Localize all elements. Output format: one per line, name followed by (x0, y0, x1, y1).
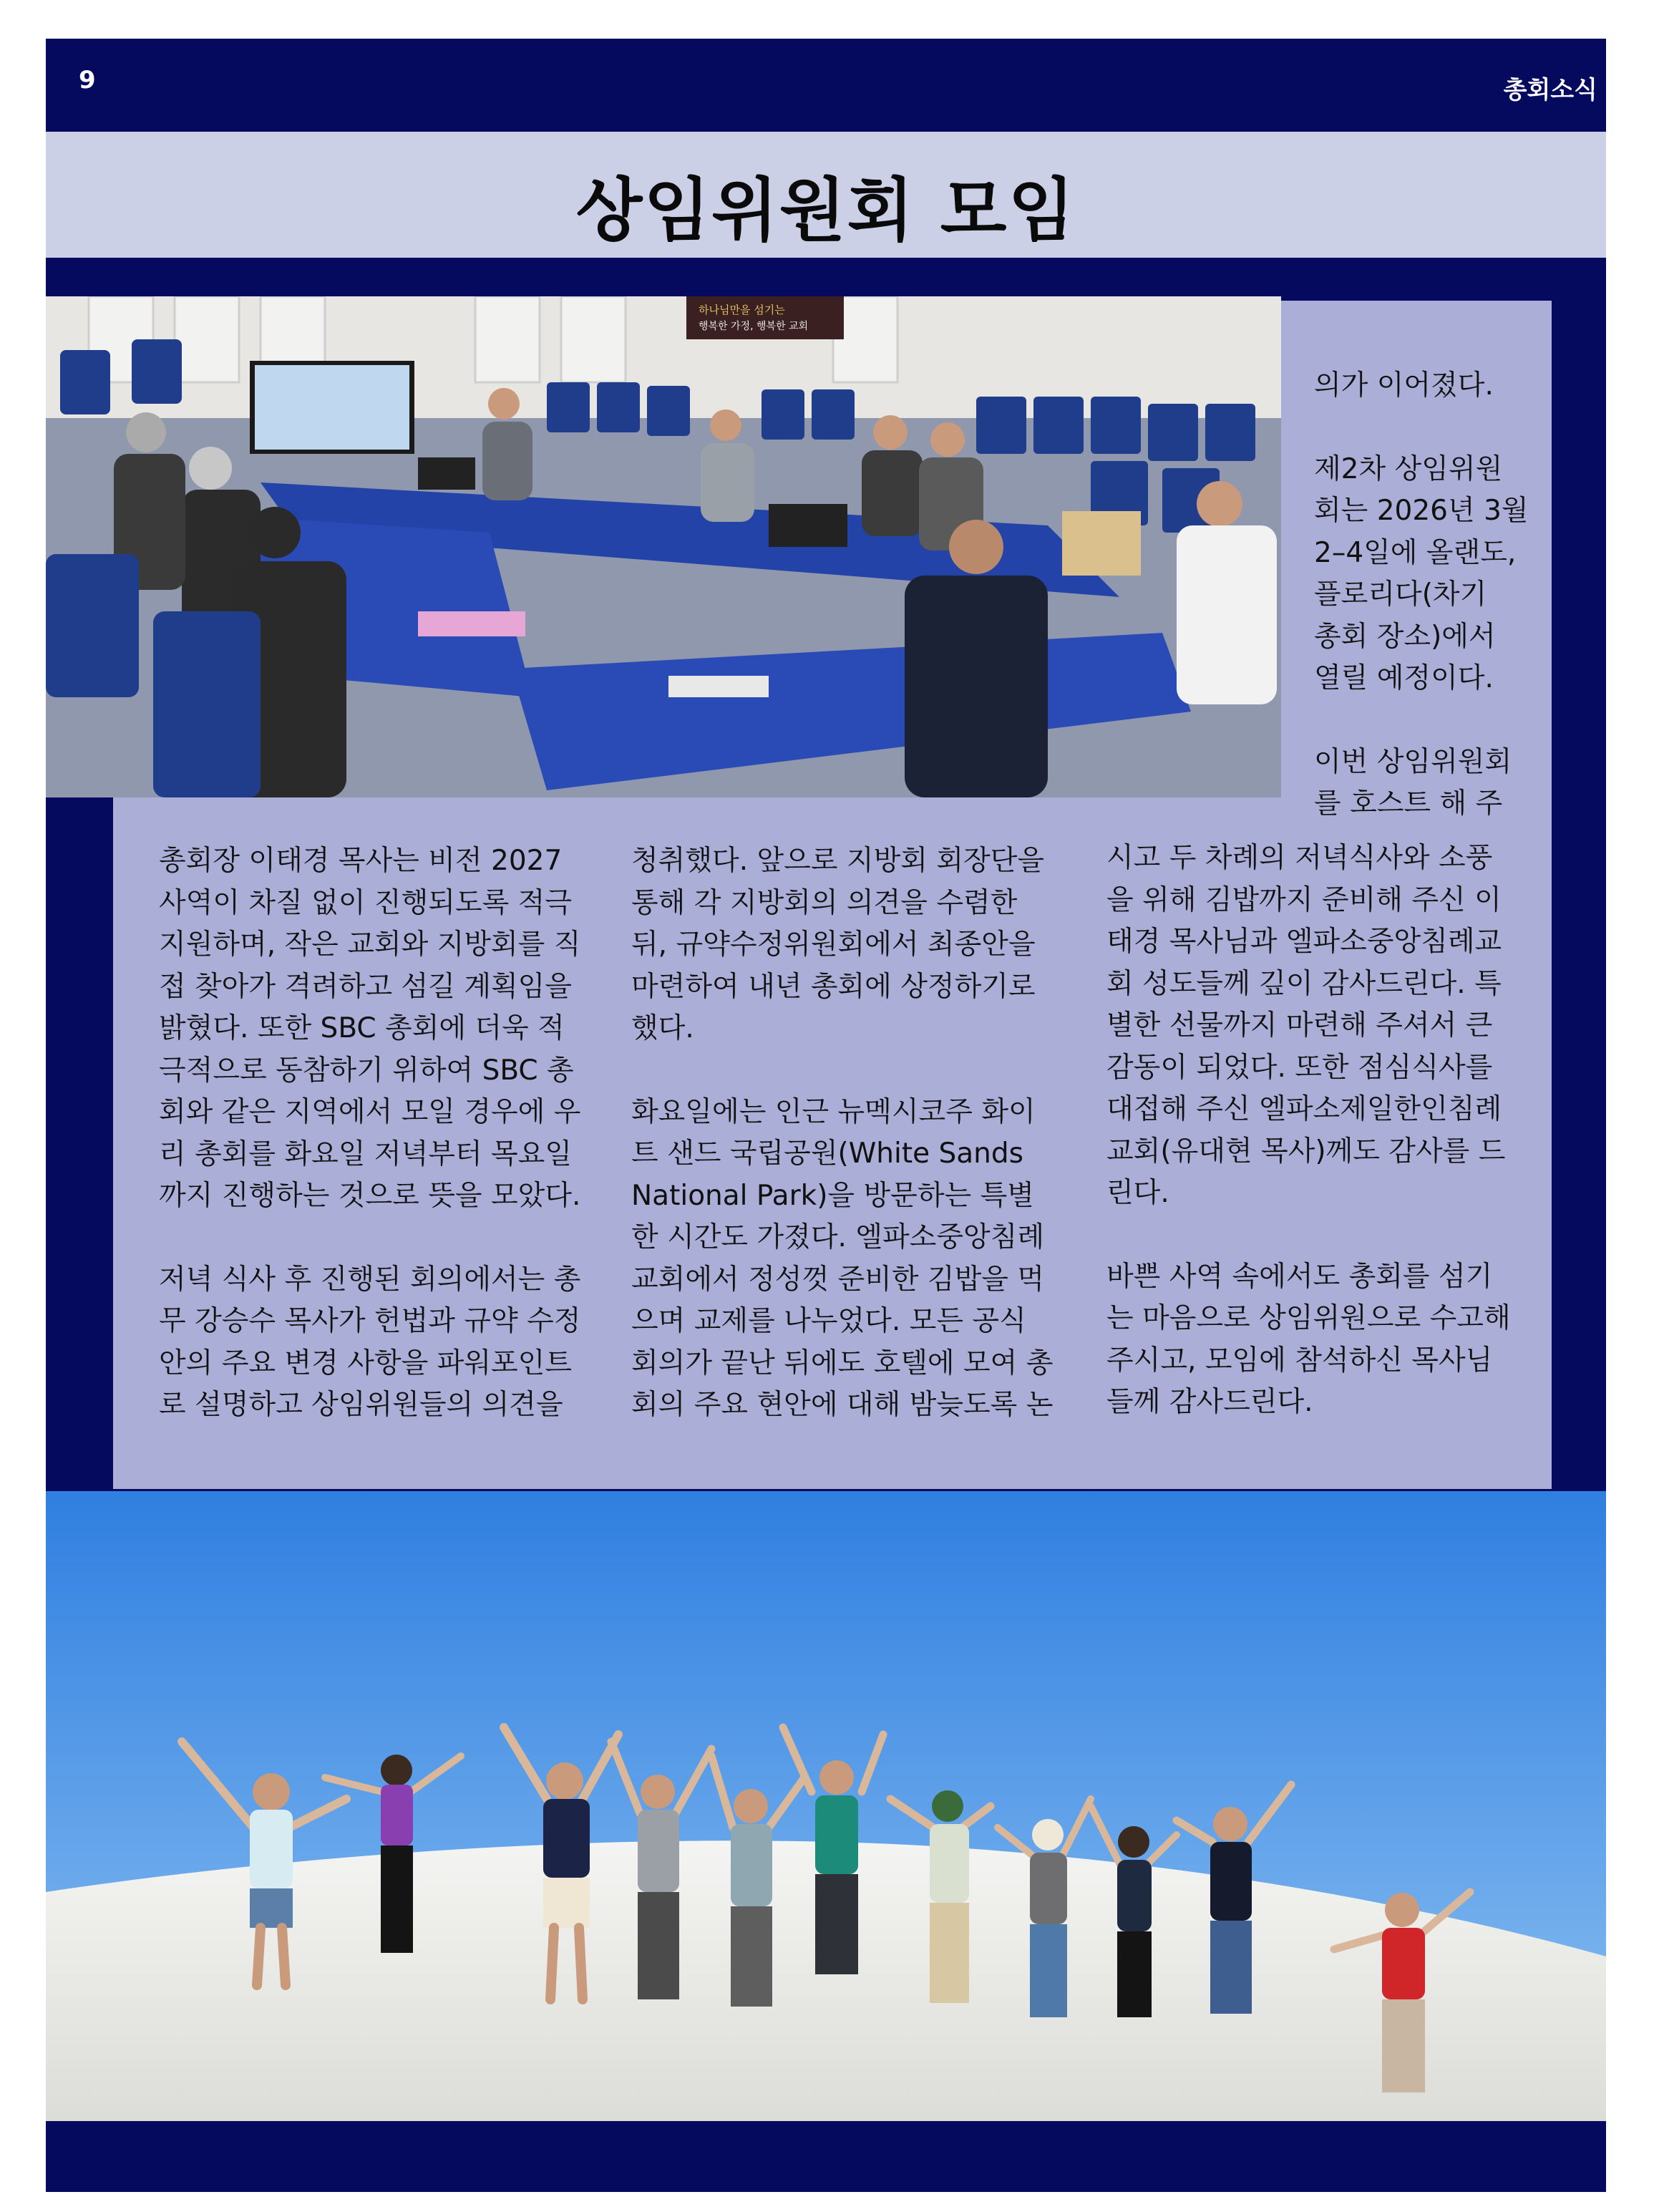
section-name: 총회소식 (1503, 76, 1597, 105)
title-band (46, 132, 1606, 258)
meeting-photo (46, 296, 1281, 797)
column-1-paragraph-2: 저녁 식사 후 진행된 회의에서는 총 무 강승수 목사가 헌법과 규약 수정 안의 주요 변경 사항을 파워포인트 로 설명하고 상임위원들의 의견을 (159, 1263, 581, 1421)
sidebar-paragraph-2: 제2차 상임위원 회는 2026년 3월 2–4일에 올랜도, 플로리다(차기 총회 장소)에서 열릴 예정이다. (1314, 452, 1529, 694)
sidebar-paragraph-1: 의가 이어졌다. (1314, 369, 1494, 402)
text-column-3 (1106, 838, 1522, 1465)
white-sands-photo (46, 1491, 1606, 2121)
column-2-paragraph-2: 화요일에는 인근 뉴멕시코주 화이 트 샌드 국립공원(White Sands National Park)을 방문하는 특별 한 시간도 가졌다. 엘파소중앙침례 교회에서 정성껏 준비한 김밥을 먹 으며 교제를 나누었다. 모든 공식 회의가 끝난 뒤에도 호텔에 모여 총 회의 주요 현안에 대해 밤늦도록 논 (631, 1095, 1054, 1421)
banner-text-line1: 하나님만을 섬기는 (699, 304, 785, 316)
page-title: 상임위원회 모임 (575, 170, 1076, 251)
column-1-paragraph-1: 총회장 이태경 목사는 비전 2027 사역이 차질 없이 진행되도록 적극 지원하며, 작은 교회와 지방회를 직 접 찾아가 격려하고 섬길 계획임을 밝혔다. 또한 SBC 총회에 더욱 적 극적으로 동참하기 위하여 SBC 총 회와 같은 지역에서 모일 경우에 우 리 총회를 화요일 저녁부터 목요일 까지 진행하는 것으로 뜻을 모았다. (159, 845, 581, 1212)
text-column-1 (159, 840, 588, 1468)
banner-text-line2: 행복한 가정, 행복한 교회 (699, 321, 809, 332)
text-column-2 (631, 840, 1075, 1468)
column-3-paragraph-2: 바쁜 사역 속에서도 총회를 섬기 는 마음으로 상임위원으로 수고해 주시고, 모임에 참석하신 목사님 들께 감사드린다. (1106, 1260, 1511, 1418)
column-3-paragraph-1: 시고 두 차례의 저녁식사와 소풍 을 위해 김밥까지 준비해 주신 이 태경 목사님과 엘파소중앙침례교 회 성도들께 깊이 감사드린다. 특 별한 선물까지 마련해 주셔서 큰 감동이 되었다. 또한 점심식사를 대접해 주신 엘파소제일한인침례 교회(유대현 목사)께도 감사를 드 린다. (1106, 842, 1506, 1209)
sidebar-paragraph-3: 이번 상임위원회 를 호스트 해 주 (1314, 745, 1512, 820)
page-number: 9 (79, 66, 96, 94)
sidebar-column (1314, 365, 1529, 867)
column-2-paragraph-1: 청취했다. 앞으로 지방회 회장단을 통해 각 지방회의 의견을 수렴한 뒤, 규약수정위원회에서 최종안을 마련하여 내년 총회에 상정하기로 했다. (631, 845, 1045, 1044)
